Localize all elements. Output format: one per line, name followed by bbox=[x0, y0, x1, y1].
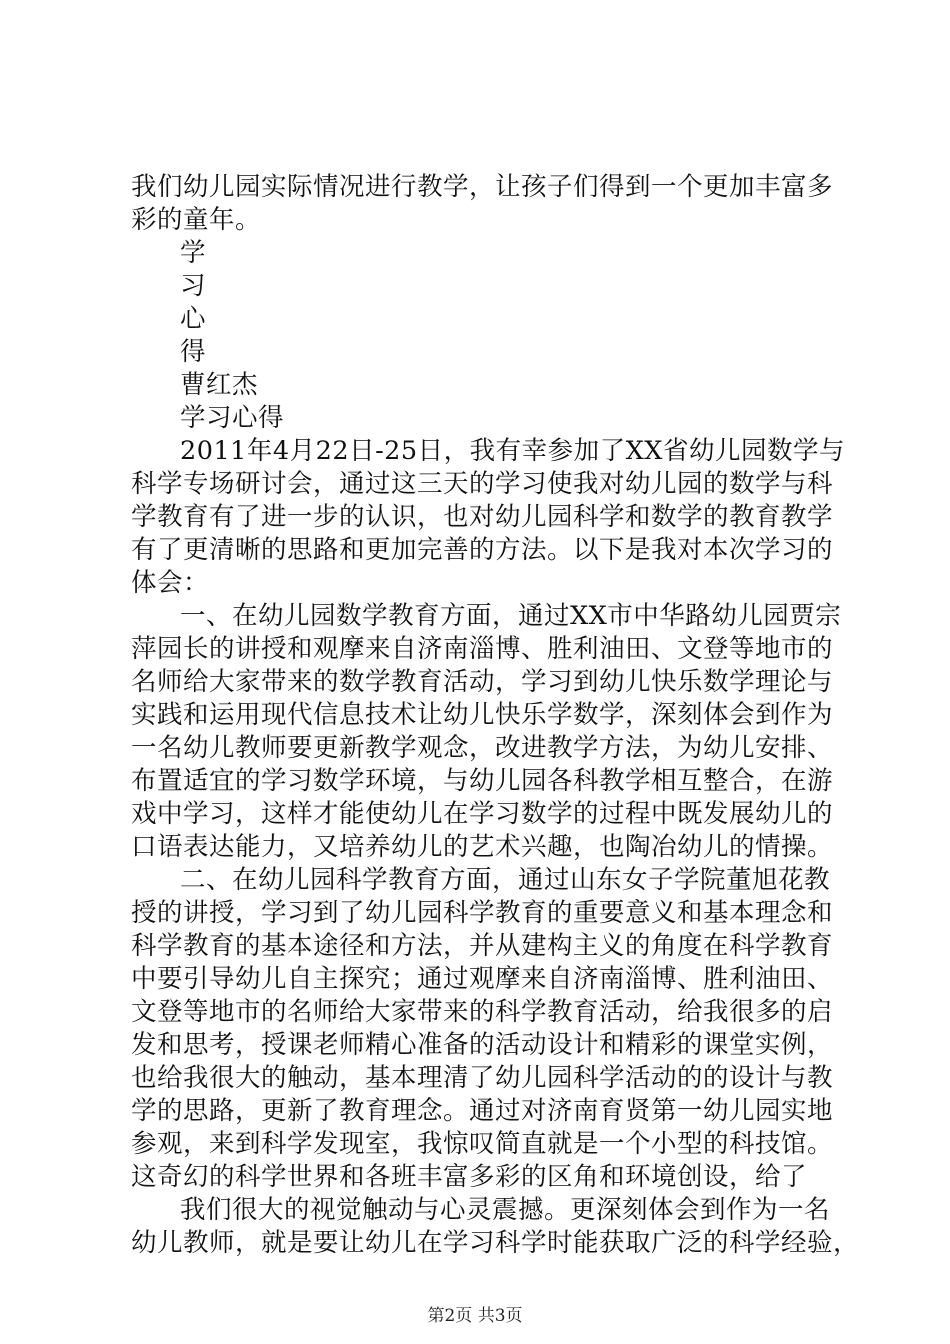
section-title: 学习心得 bbox=[180, 403, 285, 433]
page-footer: 第2页 共3页 bbox=[427, 1306, 523, 1326]
title-char: 习 bbox=[180, 271, 207, 301]
text-line: 科学专场研讨会，通过这三天的学习使我对幼儿园的数学与科 bbox=[131, 469, 834, 499]
text-line: 学的思路，更新了教育理念。通过对济南育贤第一幼儿园实地 bbox=[131, 1096, 834, 1126]
author-name: 曹红杰 bbox=[180, 370, 259, 400]
text-line: 也给我很大的触动，基本理清了幼儿园科学活动的的设计与教 bbox=[131, 1063, 834, 1093]
text-line: 名师给大家带来的数学教育活动，学习到幼儿快乐数学理论与 bbox=[131, 667, 834, 697]
text-line: 体会： bbox=[131, 568, 210, 598]
text-line: 一名幼儿教师要更新教学观念，改进教学方法，为幼儿安排、 bbox=[131, 733, 834, 763]
text-line: 萍园长的讲授和观摩来自济南淄博、胜利油田、文登等地市的 bbox=[131, 634, 834, 664]
text-line: 我们幼儿园实际情况进行教学，让孩子们得到一个更加丰富多 bbox=[131, 172, 834, 202]
paragraph-start: 2011年4月22日-25日，我有幸参加了XX省幼儿园数学与 bbox=[180, 436, 845, 466]
title-char: 心 bbox=[180, 304, 207, 334]
text-line: 彩的童年。 bbox=[131, 205, 262, 235]
text-line: 参观，来到科学发现室，我惊叹简直就是一个小型的科技馆。 bbox=[131, 1129, 834, 1159]
title-char: 得 bbox=[180, 337, 207, 367]
text-line: 口语表达能力，又培养幼儿的艺术兴趣，也陶冶幼儿的情操。 bbox=[131, 832, 834, 862]
text-line: 有了更清晰的思路和更加完善的方法。以下是我对本次学习的 bbox=[131, 535, 834, 565]
paragraph-start: 我们很大的视觉触动与心灵震撼。更深刻体会到作为一名 bbox=[180, 1195, 831, 1225]
text-line: 文登等地市的名师给大家带来的科学教育活动，给我很多的启 bbox=[131, 997, 834, 1027]
paragraph-start: 一、在幼儿园数学教育方面，通过XX市中华路幼儿园贾宗 bbox=[180, 601, 842, 631]
text-line: 幼儿教师，就是要让幼儿在学习科学时能获取广泛的科学经验， bbox=[131, 1228, 860, 1258]
title-char: 学 bbox=[180, 238, 207, 268]
text-line: 布置适宜的学习数学环境，与幼儿园各科教学相互整合，在游 bbox=[131, 766, 834, 796]
paragraph-start: 二、在幼儿园科学教育方面，通过山东女子学院董旭花教 bbox=[180, 865, 831, 895]
text-line: 这奇幻的科学世界和各班丰富多彩的区角和环境创设，给了 bbox=[131, 1162, 808, 1192]
text-line: 科学教育的基本途径和方法，并从建构主义的角度在科学教育 bbox=[131, 931, 834, 961]
text-line: 实践和运用现代信息技术让幼儿快乐学数学，深刻体会到作为 bbox=[131, 700, 834, 730]
document-body bbox=[131, 171, 860, 1260]
text-line: 授的讲授，学习到了幼儿园科学教育的重要意义和基本理念和 bbox=[131, 898, 834, 928]
text-line: 戏中学习，这样才能使幼儿在学习数学的过程中既发展幼儿的 bbox=[131, 799, 834, 829]
text-line: 中要引导幼儿自主探究；通过观摩来自济南淄博、胜利油田、 bbox=[131, 964, 834, 994]
text-line: 学教育有了进一步的认识，也对幼儿园科学和数学的教育教学 bbox=[131, 502, 834, 532]
text-line: 发和思考，授课老师精心准备的活动设计和精彩的课堂实例， bbox=[131, 1030, 834, 1060]
